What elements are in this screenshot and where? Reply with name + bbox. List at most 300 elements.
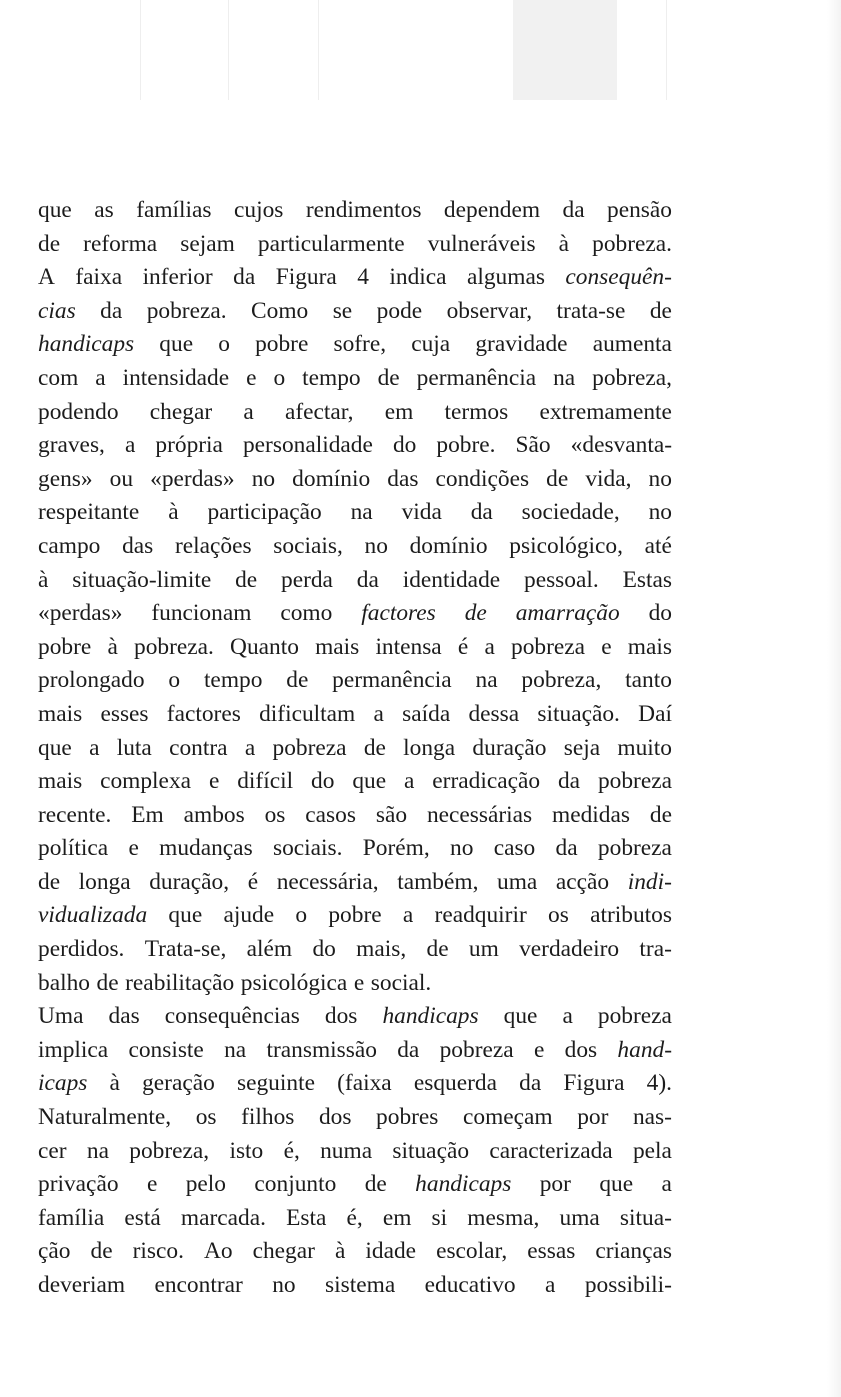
word: Figura <box>275 264 337 291</box>
word: pobreza. <box>134 633 214 660</box>
word: o <box>218 331 230 358</box>
word: personalidade <box>242 432 373 459</box>
word: como <box>280 600 333 627</box>
word: encontrar <box>154 1272 243 1298</box>
word: a <box>124 432 136 459</box>
word: por <box>577 1104 609 1131</box>
word: prolongado <box>38 667 145 694</box>
word: idade <box>365 1238 417 1265</box>
word: sejam <box>180 230 235 257</box>
word: graves, <box>38 432 105 459</box>
word: Trata-se, <box>144 936 227 963</box>
word: geração <box>142 1070 215 1097</box>
word: handicaps <box>382 1003 479 1030</box>
word: afectar, <box>284 398 354 425</box>
word: gravidade <box>475 331 568 358</box>
word: pobreza <box>597 768 672 795</box>
word: risco. <box>132 1238 184 1265</box>
word: de <box>235 566 258 593</box>
word: «desvanta- <box>570 432 672 459</box>
word: factores <box>361 600 436 627</box>
text-line <box>38 799 672 833</box>
word: Estas <box>622 566 672 593</box>
word: mais <box>627 633 672 660</box>
word: atributos <box>590 902 672 929</box>
word: Figura <box>563 1070 625 1097</box>
word: pobreza <box>511 633 586 660</box>
word: a <box>373 700 384 727</box>
word: de <box>464 600 487 627</box>
word: a <box>545 1272 556 1298</box>
text-line <box>38 866 672 900</box>
word: a <box>661 1171 672 1198</box>
word: caso <box>493 835 536 862</box>
word: esquerda <box>413 1070 497 1097</box>
show-through-cell <box>666 0 667 100</box>
word: que <box>38 197 72 223</box>
word: aumenta <box>592 331 672 358</box>
word: cias <box>38 297 76 324</box>
text-line <box>38 396 672 430</box>
word: implica <box>38 1036 109 1063</box>
word: particularmente <box>257 230 405 257</box>
word: trata-se <box>556 297 626 324</box>
word: o <box>295 902 308 929</box>
word: dos <box>324 1003 358 1030</box>
word: sofre, <box>333 331 387 358</box>
word: no <box>251 465 276 492</box>
word: no <box>364 532 388 559</box>
word: A <box>38 264 55 291</box>
word: que <box>503 1003 538 1030</box>
word: perda <box>281 566 333 593</box>
word: da <box>356 566 379 593</box>
word: de <box>90 1238 113 1265</box>
word: pobre <box>38 633 92 660</box>
word: icaps <box>38 1070 88 1097</box>
word: de <box>377 364 400 391</box>
word: essas <box>527 1238 576 1265</box>
word: de <box>649 297 672 324</box>
word: da <box>397 1036 420 1063</box>
text-line <box>38 1135 672 1169</box>
word: famílias <box>136 197 212 223</box>
text-line <box>38 765 672 799</box>
word: está <box>124 1204 161 1231</box>
text-line <box>38 832 672 866</box>
word: dificultam <box>259 700 356 727</box>
word: além <box>246 936 293 963</box>
word: da <box>557 768 581 795</box>
word: situação-limite <box>72 566 212 593</box>
word: duração <box>472 734 547 761</box>
word: Porém, <box>362 835 430 862</box>
word: longa <box>403 734 456 761</box>
word: ou <box>109 465 134 492</box>
word: do <box>311 768 335 795</box>
word: de <box>364 1171 387 1198</box>
word: complexa <box>100 768 192 795</box>
word: sistema <box>325 1272 396 1298</box>
word: necessária, <box>276 868 379 895</box>
text-line <box>38 194 672 228</box>
word: 4 <box>357 264 369 291</box>
word: vida <box>401 499 442 526</box>
word: na <box>350 499 373 526</box>
word: seja <box>563 734 601 761</box>
word: a <box>404 768 415 795</box>
word: relações <box>174 532 252 559</box>
word: à <box>558 230 570 257</box>
word: erradicação <box>432 768 541 795</box>
word: mesma, <box>467 1204 540 1231</box>
word: de <box>546 465 569 492</box>
word: no <box>272 1272 296 1298</box>
word: que <box>159 331 194 358</box>
word: os <box>264 801 286 828</box>
word: psicológica <box>240 969 348 996</box>
word: saída <box>402 700 451 727</box>
word: é, <box>283 1137 300 1164</box>
word: sociedade, <box>521 499 620 526</box>
word: das <box>122 532 154 559</box>
word: das <box>387 465 419 492</box>
text-line <box>38 1067 672 1101</box>
word: longa <box>78 868 131 895</box>
word: do <box>648 600 672 627</box>
word: pobres <box>376 1104 439 1131</box>
text-line <box>38 664 672 698</box>
text-line <box>38 530 672 564</box>
word: pensão <box>607 197 672 223</box>
word: a <box>484 633 495 660</box>
word: o <box>273 364 286 391</box>
word: isto <box>229 1137 264 1164</box>
text-line <box>38 295 672 329</box>
word: faixa <box>75 264 123 291</box>
word: consequências <box>164 1003 300 1030</box>
word: ambos <box>183 801 245 828</box>
word: a <box>95 364 106 391</box>
word: da <box>519 1070 542 1097</box>
word: os <box>548 902 569 929</box>
word: psicológico, <box>509 532 623 559</box>
word: (faixa <box>337 1070 392 1097</box>
word: e <box>533 1036 545 1063</box>
word: dos <box>564 1036 598 1063</box>
text-line <box>38 1034 672 1068</box>
word: pessoal. <box>524 566 599 593</box>
text-line <box>38 967 672 1001</box>
word: dessa <box>468 700 520 727</box>
text-line <box>38 899 672 933</box>
text-line <box>38 1202 672 1236</box>
show-through-cell <box>228 0 229 100</box>
word: contra <box>169 734 228 761</box>
word: cujos <box>234 197 284 223</box>
word: Naturalmente, <box>38 1104 172 1131</box>
word: gens» <box>38 465 93 492</box>
word: domínio <box>292 465 371 492</box>
word: um <box>468 936 499 963</box>
word: vidualizada <box>38 902 148 929</box>
word: cer <box>38 1137 67 1164</box>
word: pobreza <box>439 1036 514 1063</box>
word: extremamente <box>539 398 672 425</box>
word: conjunto <box>254 1171 337 1198</box>
word: uma <box>559 1204 600 1231</box>
word: tanto <box>625 667 672 694</box>
word: handicaps <box>38 331 135 358</box>
text-line <box>38 1000 672 1034</box>
text-line <box>38 463 672 497</box>
show-through-cell <box>140 0 141 100</box>
word: respeitante <box>38 499 140 526</box>
word: do <box>312 936 336 963</box>
word: difícil <box>237 768 294 795</box>
word: casos <box>305 801 356 828</box>
word: a <box>89 734 100 761</box>
text-line <box>38 1235 672 1269</box>
word: das <box>108 1003 140 1030</box>
word: filhos <box>241 1104 295 1131</box>
word: marcada. <box>180 1204 266 1231</box>
word: cuja <box>411 331 451 358</box>
word: Como <box>251 297 309 324</box>
word: Quanto <box>230 633 299 660</box>
word: privação <box>38 1171 119 1198</box>
word: factores <box>166 700 241 727</box>
word: dependem <box>443 197 541 223</box>
word: verdadeiro <box>519 936 620 963</box>
word: à <box>334 1238 346 1265</box>
word: de <box>649 801 672 828</box>
word: vida, <box>585 465 632 492</box>
word: seguinte <box>237 1070 315 1097</box>
word: consiste <box>128 1036 204 1063</box>
show-through-strip <box>110 0 810 130</box>
word: na <box>475 667 498 694</box>
word: de <box>286 667 309 694</box>
word: mais <box>38 700 83 727</box>
word: readquirir <box>434 902 527 929</box>
text-line <box>38 597 672 631</box>
word: pobre <box>328 902 382 929</box>
word: da <box>555 835 578 862</box>
word: da <box>233 264 256 291</box>
word: política <box>38 835 109 862</box>
word: é, <box>346 1204 363 1231</box>
word: esses <box>100 700 149 727</box>
word: chegar <box>149 398 213 425</box>
word: hand- <box>617 1036 672 1063</box>
word: a <box>402 902 414 929</box>
word: e <box>246 364 257 391</box>
word: no <box>648 499 672 526</box>
word: família <box>38 1204 105 1231</box>
word: de <box>363 734 386 761</box>
word: própria <box>155 432 223 459</box>
word: pobreza. <box>146 297 227 324</box>
word: Daí <box>638 700 672 727</box>
word: consequên- <box>565 264 672 291</box>
word: até <box>644 532 672 559</box>
word: podendo <box>38 398 119 425</box>
word: situação. <box>537 700 620 727</box>
word: duração, <box>149 868 230 895</box>
word: domínio <box>409 532 488 559</box>
word: de <box>38 230 61 257</box>
word: muito <box>617 734 672 761</box>
text-line <box>38 1168 672 1202</box>
word: 4). <box>646 1070 672 1097</box>
word: uma <box>497 868 538 895</box>
word: ção <box>38 1238 71 1265</box>
word: pobreza <box>272 734 347 761</box>
word: possibili- <box>584 1272 672 1298</box>
word: crianças <box>595 1238 672 1265</box>
word: reforma <box>83 230 158 257</box>
word: chegar <box>252 1238 315 1265</box>
word: e <box>601 633 612 660</box>
word: balho <box>38 969 90 996</box>
word: no <box>648 465 672 492</box>
word: as <box>94 197 114 223</box>
text-line <box>38 732 672 766</box>
word: de <box>38 868 61 895</box>
word: e <box>146 1171 158 1198</box>
word: pobreza, <box>129 1137 210 1164</box>
word: deveriam <box>38 1272 126 1298</box>
word: na <box>553 364 576 391</box>
word: pela <box>632 1137 672 1164</box>
word: se <box>332 297 353 324</box>
word: é <box>457 633 469 660</box>
word: Uma <box>38 1003 84 1030</box>
word: participação <box>207 499 322 526</box>
word: luta <box>116 734 152 761</box>
word: pobre <box>255 331 309 358</box>
word: a <box>243 398 254 425</box>
word: rendimentos <box>305 197 422 223</box>
word: da <box>100 297 123 324</box>
word: handicaps <box>415 1171 512 1198</box>
text-line <box>38 362 672 396</box>
word: reabilitação <box>125 969 235 996</box>
word: é <box>247 868 259 895</box>
text-line <box>38 429 672 463</box>
word: a <box>244 734 256 761</box>
text-line <box>38 564 672 598</box>
word: os <box>195 1104 217 1131</box>
text-line <box>38 228 672 262</box>
word: com <box>38 364 79 391</box>
word: medidas <box>552 801 630 828</box>
body-text <box>38 194 672 1303</box>
word: numa <box>320 1137 373 1164</box>
word: por <box>539 1171 571 1198</box>
word: mais <box>315 633 360 660</box>
text-line <box>38 1269 672 1303</box>
word: à <box>109 1070 120 1097</box>
word: dos <box>318 1104 352 1131</box>
word: da <box>562 197 585 223</box>
word: na <box>86 1137 109 1164</box>
page-edge-shadow <box>827 0 841 1397</box>
word: são <box>375 801 408 828</box>
word: transmissão <box>266 1036 377 1063</box>
word: da <box>470 499 493 526</box>
word: recente. <box>38 801 112 828</box>
word: funcionam <box>151 600 252 627</box>
text-line <box>38 631 672 665</box>
word: de <box>426 936 449 963</box>
word: pobre. <box>436 432 496 459</box>
show-through-cell <box>318 0 319 100</box>
word: começam <box>463 1104 553 1131</box>
show-through-shaded-cell <box>513 0 617 100</box>
word: mais, <box>356 936 407 963</box>
word: identidade <box>402 566 501 593</box>
word: ajude <box>223 902 275 929</box>
word: que <box>168 902 203 929</box>
word: tempo <box>302 364 361 391</box>
word: «perdas» <box>38 600 123 627</box>
word: pobreza <box>597 1003 672 1030</box>
word: no <box>450 835 474 862</box>
word: em <box>384 398 414 425</box>
word: educativo <box>424 1272 516 1298</box>
word: à <box>38 566 49 593</box>
word: Em <box>131 801 164 828</box>
word: acção <box>555 868 610 895</box>
word: vulneráveis <box>427 230 536 257</box>
word: permanência <box>332 667 452 694</box>
text-line <box>38 261 672 295</box>
word: São <box>515 432 551 459</box>
word: intensidade <box>122 364 230 391</box>
word: condições <box>435 465 530 492</box>
word: também, <box>397 868 479 895</box>
word: Esta <box>286 1204 327 1231</box>
word: a <box>562 1003 573 1030</box>
word: pobreza, <box>521 667 602 694</box>
text-line <box>38 933 672 967</box>
word: campo <box>38 532 101 559</box>
word: algumas <box>466 264 545 291</box>
text-line <box>38 496 672 530</box>
word: tempo <box>203 667 263 694</box>
word: pobreza <box>597 835 672 862</box>
word: «perdas» <box>150 465 235 492</box>
word: termos <box>444 398 509 425</box>
word: situa- <box>619 1204 672 1231</box>
word: Ao <box>203 1238 233 1265</box>
word: sociais. <box>272 835 343 862</box>
word: inferior <box>142 264 213 291</box>
word: necessárias <box>426 801 533 828</box>
word: que <box>352 768 387 795</box>
word: escolar, <box>436 1238 508 1265</box>
word: indi- <box>627 868 672 895</box>
word: situação <box>392 1137 470 1164</box>
word: indica <box>389 264 447 291</box>
word: caracterizada <box>489 1137 613 1164</box>
word: pobreza. <box>592 230 672 257</box>
word: pobreza, <box>592 364 672 391</box>
word: pode <box>376 297 423 324</box>
word: tra- <box>639 936 672 963</box>
